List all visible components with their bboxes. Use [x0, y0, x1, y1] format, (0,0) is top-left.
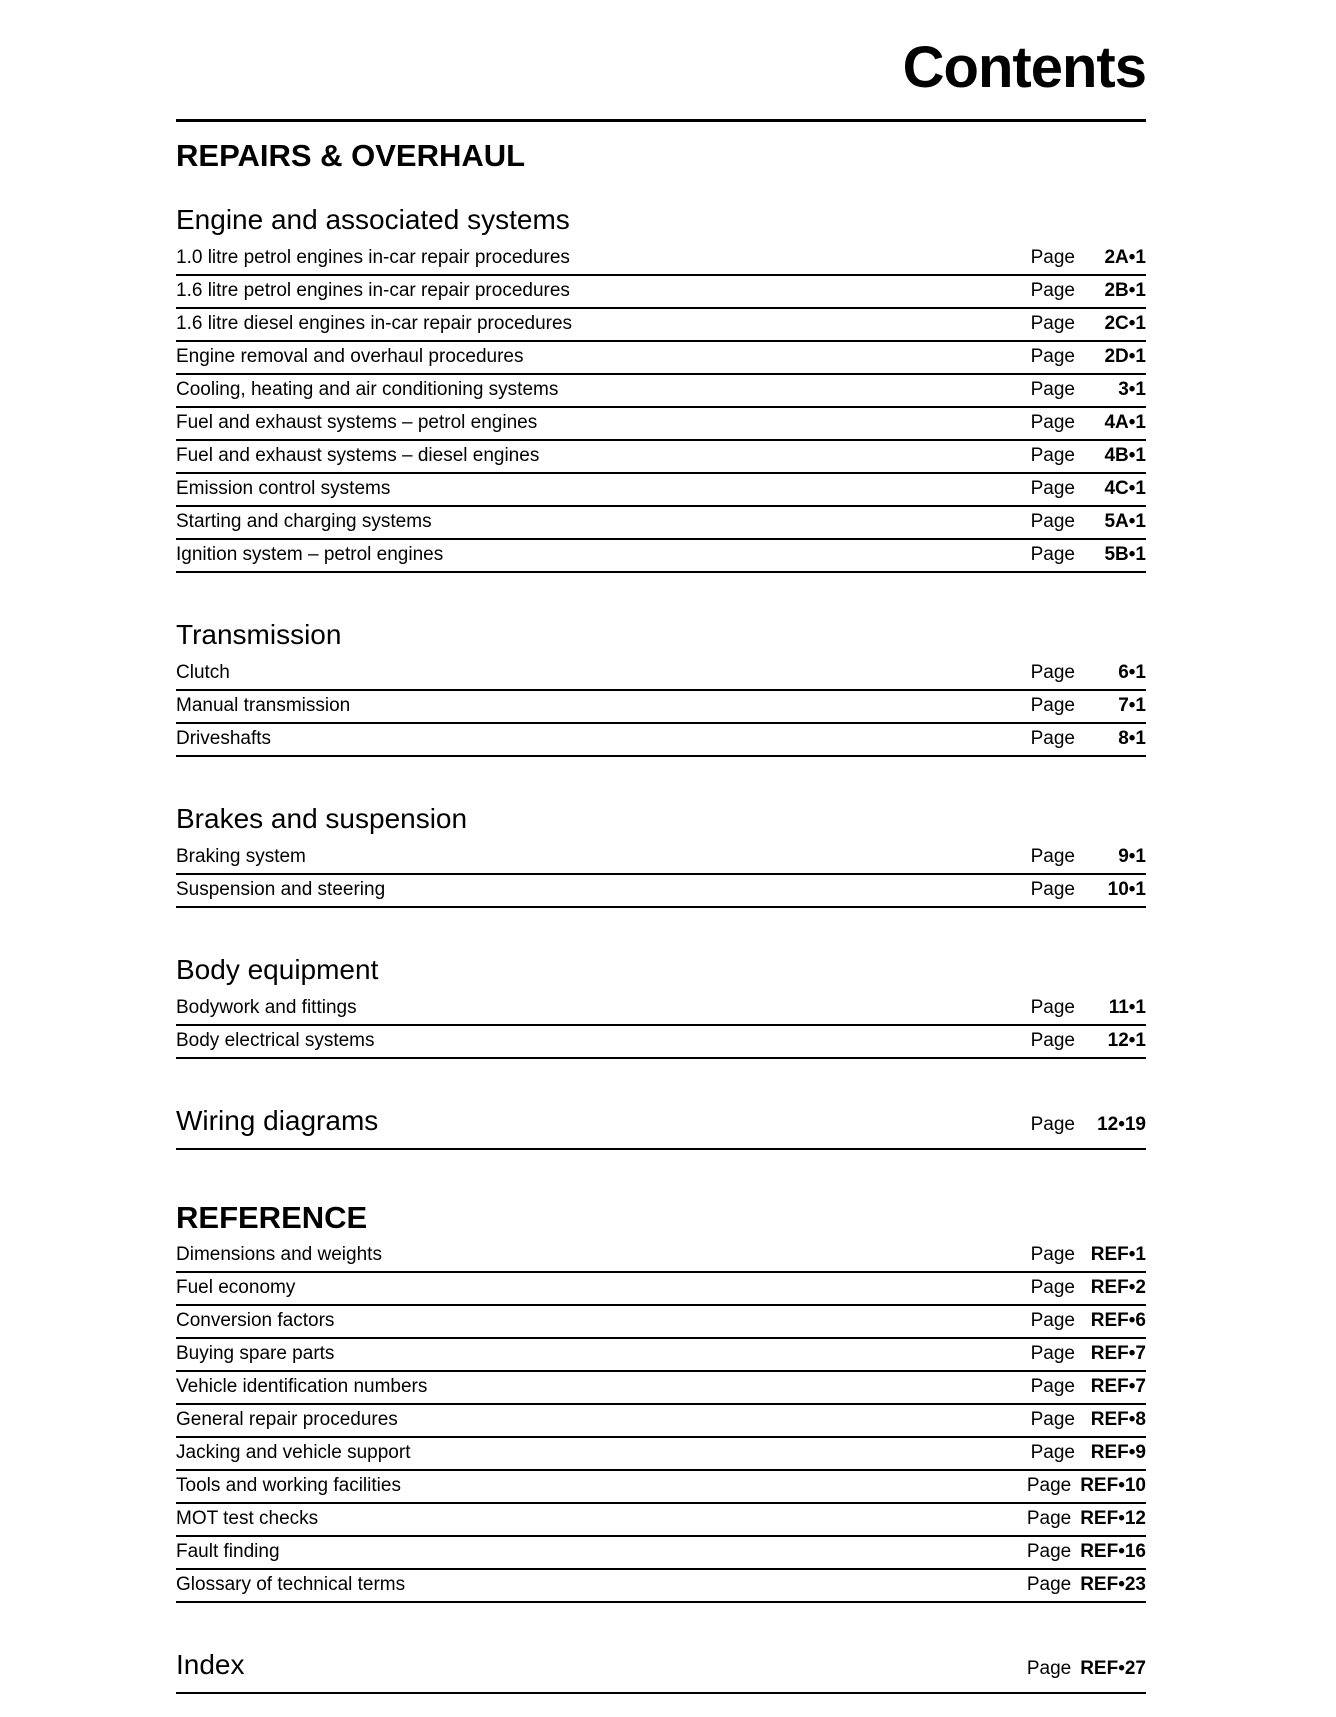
- page-label: Page: [1030, 543, 1075, 565]
- page-label: Page: [1026, 1657, 1072, 1679]
- page-label: Page: [1030, 510, 1075, 532]
- toc-entry-label: Cooling, heating and air conditioning systems: [176, 378, 559, 400]
- toc-entry-label: Fuel and exhaust systems – diesel engines: [176, 444, 540, 466]
- page-number: REF•6: [1090, 1309, 1146, 1331]
- toc-row: [176, 1306, 1146, 1339]
- section-heading-row: [176, 1649, 1146, 1694]
- toc-row: [176, 1471, 1146, 1504]
- toc-entry-label: Bodywork and fittings: [176, 996, 357, 1018]
- page-label: Page: [1030, 279, 1075, 301]
- toc-row: [176, 1026, 1146, 1059]
- toc-entry-label: Conversion factors: [176, 1309, 335, 1331]
- toc-entry-label: Glossary of technical terms: [176, 1573, 406, 1595]
- page-number: REF•27: [1080, 1657, 1146, 1679]
- page-label: Page: [1030, 345, 1075, 367]
- toc-entry-label: Clutch: [176, 661, 230, 683]
- toc-entry-label: Buying spare parts: [176, 1342, 335, 1364]
- toc-entry-label: Manual transmission: [176, 694, 351, 716]
- page-number: 4A•1: [1104, 411, 1146, 433]
- page-label: Page: [1026, 1507, 1072, 1529]
- toc-row: [176, 441, 1146, 474]
- page-label: Page: [1026, 1573, 1072, 1595]
- page-number: 4C•1: [1104, 477, 1146, 499]
- toc-entry-label: Engine removal and overhaul procedures: [176, 345, 524, 367]
- toc-row: [176, 1405, 1146, 1438]
- toc-row: [176, 1504, 1146, 1537]
- toc-entry-label: Ignition system – petrol engines: [176, 543, 444, 565]
- toc-entry-label: Body electrical systems: [176, 1029, 375, 1051]
- page-label: Page: [1030, 411, 1075, 433]
- page-number: 9•1: [1118, 845, 1146, 867]
- section-heading: Engine and associated systems: [176, 203, 570, 235]
- toc-row: [176, 1438, 1146, 1471]
- toc-row: [176, 507, 1146, 540]
- page-label: Page: [1030, 246, 1075, 268]
- page-label: Page: [1026, 1474, 1072, 1496]
- toc-row: [176, 1570, 1146, 1603]
- toc-entry-label: 1.0 litre petrol engines in-car repair procedures: [176, 246, 570, 268]
- toc-section-0: [176, 204, 1146, 573]
- section-heading: Transmission: [176, 618, 342, 650]
- page-label: Page: [1030, 727, 1075, 749]
- page-label: Page: [1030, 996, 1075, 1018]
- page-number: 4B•1: [1104, 444, 1146, 466]
- page-number: REF•9: [1090, 1441, 1146, 1463]
- page-number: 2B•1: [1104, 279, 1146, 301]
- toc-section-2: [176, 803, 1146, 908]
- toc-entry-label: General repair procedures: [176, 1408, 398, 1430]
- page-label: Page: [1030, 1408, 1075, 1430]
- toc-row: [176, 724, 1146, 757]
- page-number: 5B•1: [1104, 543, 1146, 565]
- page-number: 10•1: [1107, 878, 1146, 900]
- toc-entry-label: Fuel economy: [176, 1276, 296, 1298]
- page-label: Page: [1030, 444, 1075, 466]
- toc-row: [176, 243, 1146, 276]
- toc-row: [176, 408, 1146, 441]
- title-rule: [176, 119, 1146, 122]
- page-number: 12•19: [1097, 1113, 1146, 1135]
- page-number: 8•1: [1118, 727, 1146, 749]
- page-label: Page: [1030, 878, 1075, 900]
- section-heading-row: [176, 1105, 1146, 1150]
- toc-row: [176, 1339, 1146, 1372]
- page-number: 5A•1: [1104, 510, 1146, 532]
- toc-row: [176, 658, 1146, 691]
- page-number: 11•1: [1108, 996, 1146, 1018]
- page-label: Page: [1030, 1243, 1075, 1265]
- toc-row: [176, 1372, 1146, 1405]
- page-label: Page: [1030, 1113, 1075, 1135]
- toc-row: [176, 474, 1146, 507]
- page-number: REF•2: [1090, 1276, 1146, 1298]
- page-number: REF•10: [1080, 1474, 1146, 1496]
- page-label: Page: [1030, 1029, 1075, 1051]
- toc-section-5: [176, 1200, 1146, 1603]
- page-number: REF•7: [1090, 1342, 1146, 1364]
- page-label: Page: [1030, 1375, 1075, 1397]
- toc-row: [176, 1240, 1146, 1273]
- toc-entry-label: 1.6 litre petrol engines in-car repair procedures: [176, 279, 570, 301]
- section-heading: REFERENCE: [176, 1199, 368, 1235]
- toc-entry-label: Dimensions and weights: [176, 1243, 382, 1265]
- toc-entry-label: Driveshafts: [176, 727, 272, 749]
- page-number: 7•1: [1118, 694, 1146, 716]
- page-number: 2D•1: [1104, 345, 1146, 367]
- toc-section-4: [176, 1105, 1146, 1150]
- toc-section-3: [176, 954, 1146, 1059]
- contents-page: [176, 35, 1146, 1694]
- toc-entry-label: 1.6 litre diesel engines in-car repair procedures: [176, 312, 573, 334]
- page-label: Page: [1030, 1441, 1075, 1463]
- toc-row: [176, 375, 1146, 408]
- page-label: Page: [1030, 477, 1075, 499]
- page-label: Page: [1030, 694, 1075, 716]
- toc-entry-label: Fuel and exhaust systems – petrol engines: [176, 411, 538, 433]
- page-number: REF•7: [1090, 1375, 1146, 1397]
- toc-section-6: [176, 1649, 1146, 1694]
- section-heading: Brakes and suspension: [176, 802, 468, 834]
- toc-entry-label: Vehicle identification numbers: [176, 1375, 428, 1397]
- toc-row: [176, 1273, 1146, 1306]
- section-heading: Body equipment: [176, 953, 379, 985]
- toc-entry-label: Suspension and steering: [176, 878, 386, 900]
- page-label: Page: [1030, 378, 1075, 400]
- toc-entry-label: MOT test checks: [176, 1507, 319, 1529]
- toc-row: [176, 309, 1146, 342]
- page-label: Page: [1030, 661, 1075, 683]
- toc-section-1: [176, 619, 1146, 757]
- toc-row: [176, 342, 1146, 375]
- toc-entry-label: Braking system: [176, 845, 306, 867]
- toc-entry-label: Jacking and vehicle support: [176, 1441, 411, 1463]
- page-title: Contents: [902, 35, 1146, 100]
- page-label: Page: [1030, 1276, 1075, 1298]
- page-number: 6•1: [1118, 661, 1146, 683]
- toc-row: [176, 540, 1146, 573]
- toc-row: [176, 875, 1146, 908]
- page-label: Page: [1030, 1342, 1075, 1364]
- page-number: REF•12: [1080, 1507, 1146, 1529]
- toc-row: [176, 842, 1146, 875]
- toc-row: [176, 276, 1146, 309]
- toc-entry-label: Emission control systems: [176, 477, 391, 499]
- page-number: REF•23: [1080, 1573, 1146, 1595]
- toc-row: [176, 1537, 1146, 1570]
- page-number: 2C•1: [1104, 312, 1146, 334]
- toc-sections: [176, 204, 1146, 1694]
- page-number: REF•1: [1090, 1243, 1146, 1265]
- toc-row: [176, 691, 1146, 724]
- section-heading: Index: [176, 1648, 245, 1680]
- main-heading: REPAIRS & OVERHAUL: [176, 137, 526, 173]
- section-heading: Wiring diagrams: [176, 1104, 379, 1136]
- page-label: Page: [1030, 312, 1075, 334]
- page-number: 3•1: [1118, 378, 1146, 400]
- toc-entry-label: Starting and charging systems: [176, 510, 432, 532]
- page-number: REF•16: [1080, 1540, 1146, 1562]
- toc-entry-label: Tools and working facilities: [176, 1474, 401, 1496]
- toc-entry-label: Fault finding: [176, 1540, 280, 1562]
- page-number: REF•8: [1090, 1408, 1146, 1430]
- page-label: Page: [1026, 1540, 1072, 1562]
- page-number: 2A•1: [1104, 246, 1146, 268]
- page-number: 12•1: [1107, 1029, 1146, 1051]
- page-label: Page: [1030, 1309, 1075, 1331]
- page-label: Page: [1030, 845, 1075, 867]
- toc-row: [176, 993, 1146, 1026]
